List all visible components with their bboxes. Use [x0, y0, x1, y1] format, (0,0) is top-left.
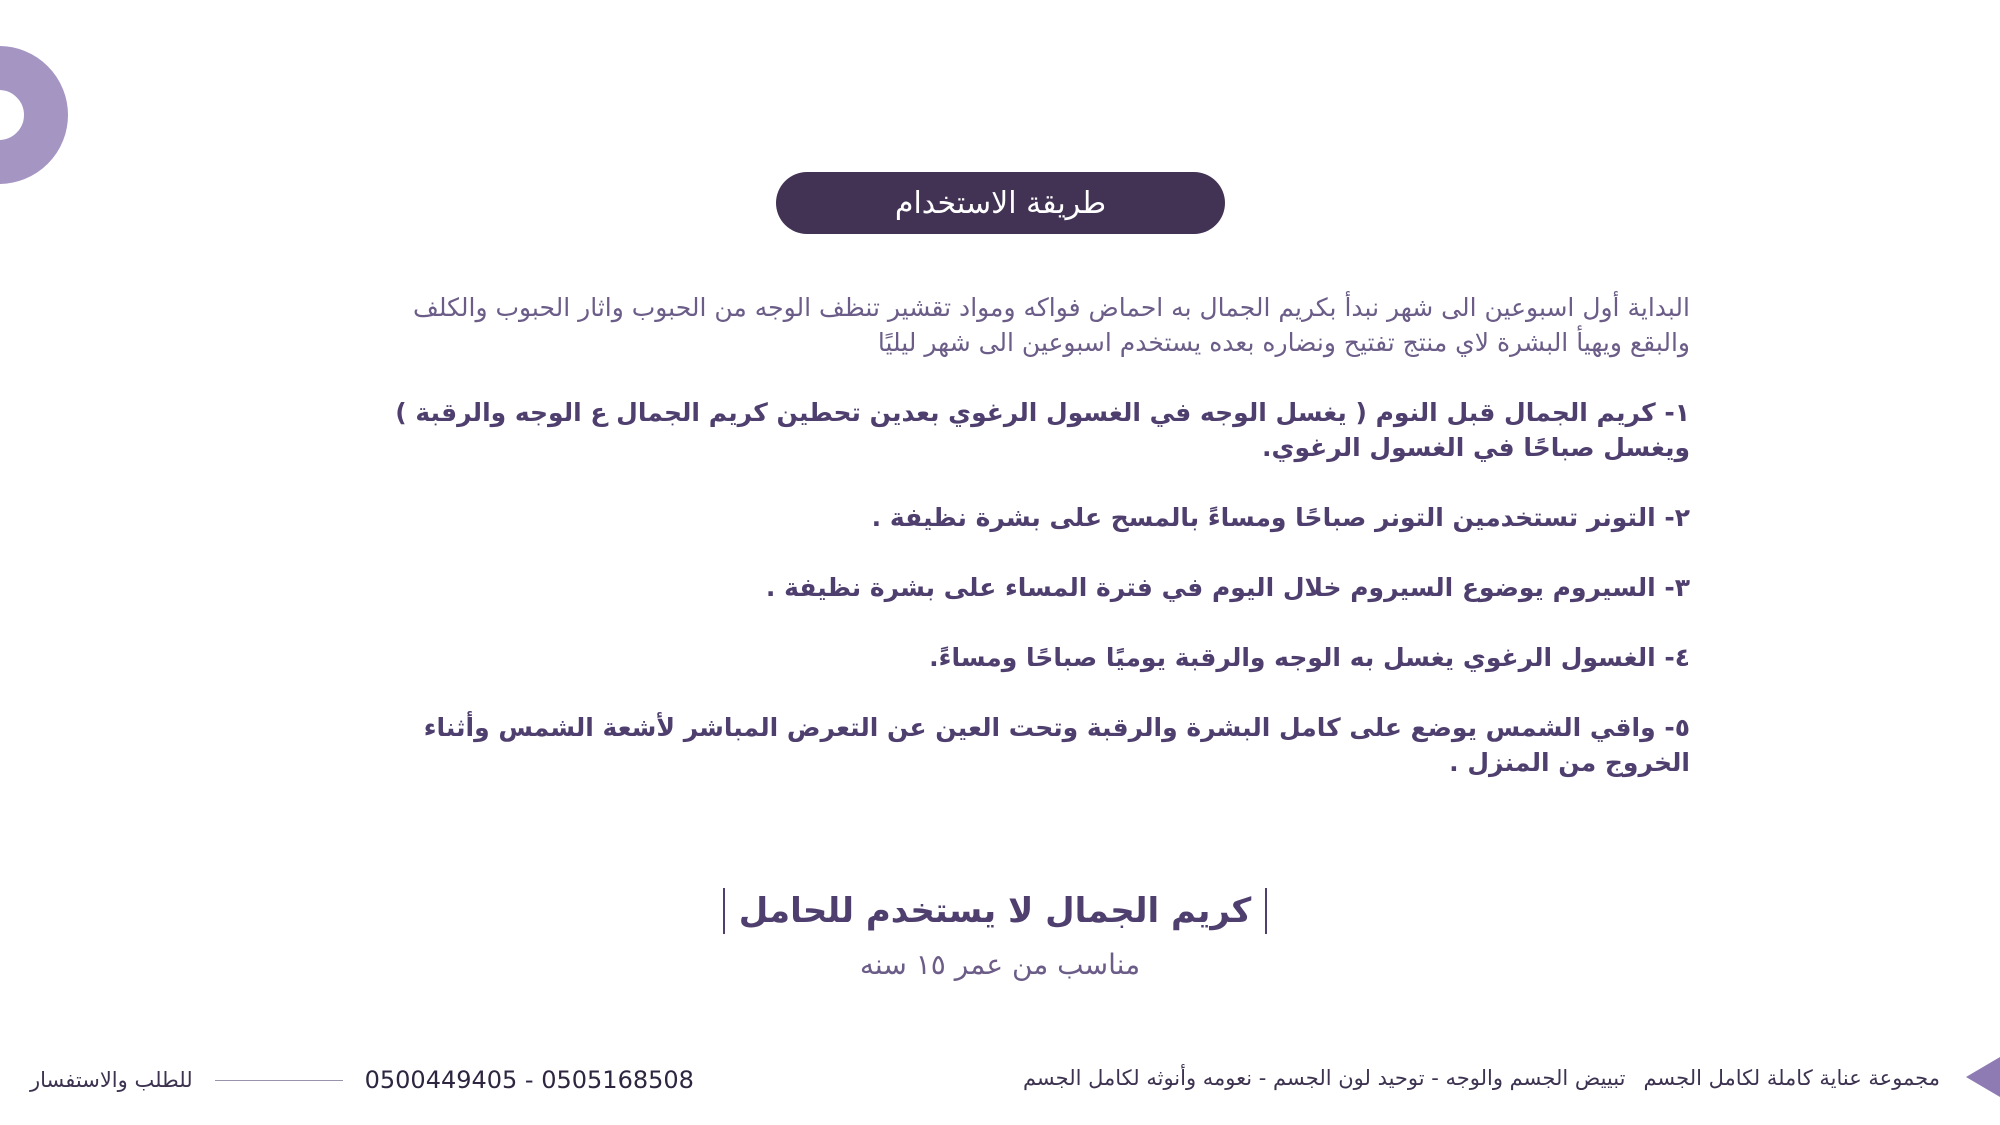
pregnancy-warning: كريم الجمال لا يستخدم للحامل — [723, 888, 1268, 934]
collection-title: مجموعة عناية كاملة لكامل الجسم — [1643, 1066, 1940, 1090]
step-4: ٤- الغسول الرغوي يغسل به الوجه والرقبة يوميًا صباحًا ومساءً. — [929, 643, 1690, 672]
intro-paragraph: البداية أول اسبوعين الى شهر نبدأ بكريم الجمال به احماض فواكه ومواد تقشير تنظف الوجه من الحبوب واثار الحبوب والكلف والبقع ويهيأ البشرة لاي منتج تفتيح ونضاره بعده يستخدم اسبوعين الى شهر ليليًا — [412, 293, 1690, 357]
footer-collection — [1023, 1066, 1940, 1090]
age-note: مناسب من عمر ١٥ سنه — [859, 948, 1141, 981]
footer-divider — [215, 1080, 343, 1081]
instructions — [360, 290, 1690, 815]
step-3: ٣- السيروم يوضوع السيروم خلال اليوم في فترة المساء على بشرة نظيفة . — [765, 573, 1690, 602]
decorative-ring — [0, 46, 68, 184]
footer-contact — [30, 1066, 694, 1094]
step-1: ١- كريم الجمال قبل النوم ( يغسل الوجه في الغسول الرغوي بعدين تحطين كريم الجمال ع الوجه والرقبة ) ويغسل صباحًا في الغسول الرغوي. — [395, 398, 1690, 462]
section-title: طريقة الاستخدام — [776, 172, 1225, 234]
decorative-triangle — [1966, 1057, 2000, 1097]
order-label: للطلب والاستفسار — [30, 1068, 193, 1092]
step-2: ٢- التونر تستخدمين التونر صباحًا ومساءً بالمسح على بشرة نظيفة . — [871, 503, 1690, 532]
phone-numbers[interactable]: 0500449405 - 0505168508 — [364, 1066, 694, 1094]
collection-description: تبييض الجسم والوجه - توحيد لون الجسم - نعومه وأنوثه لكامل الجسم — [1022, 1066, 1626, 1090]
step-5: ٥- واقي الشمس يوضع على كامل البشرة والرقبة وتحت العين عن التعرض المباشر لأشعة الشمس وأثناء الخروج من المنزل . — [423, 713, 1690, 777]
warning-container — [0, 888, 1995, 934]
